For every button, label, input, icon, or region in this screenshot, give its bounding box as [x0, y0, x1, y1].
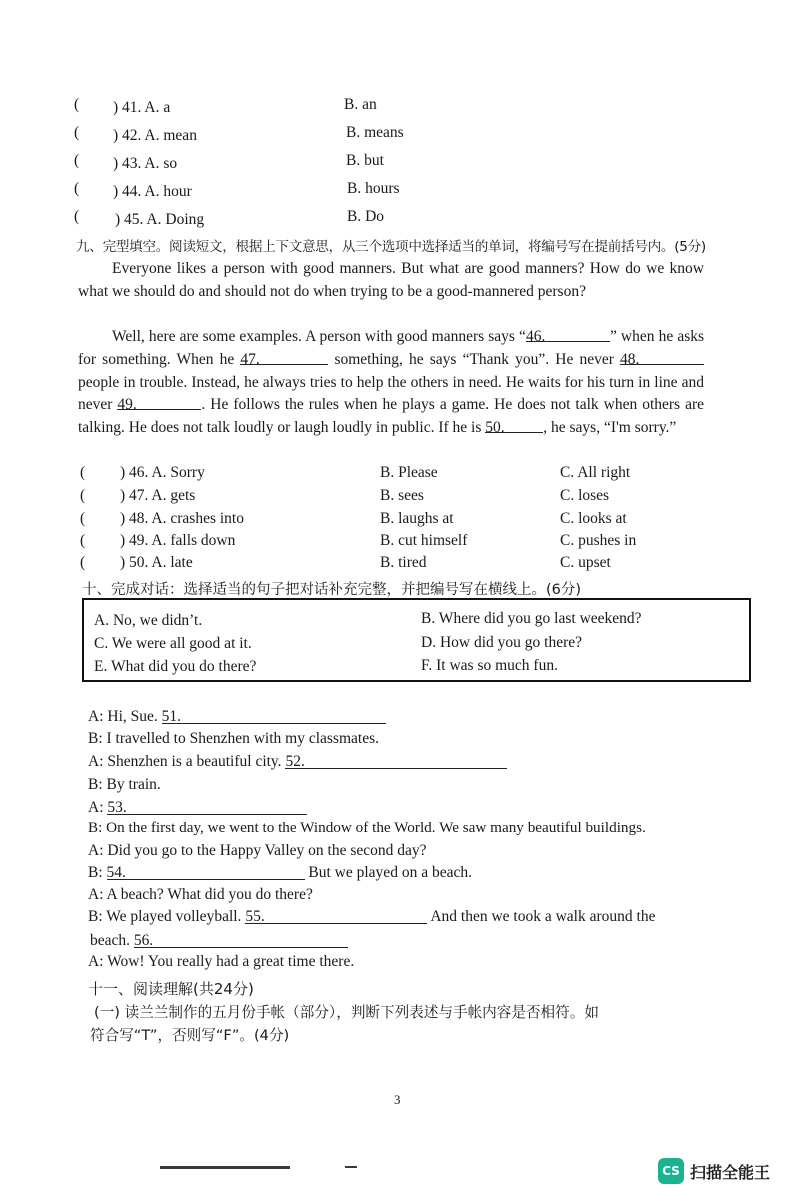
question-number: ) 47. A. gets: [120, 487, 196, 504]
blank-number: 46.: [525, 328, 546, 345]
blank-56[interactable]: [134, 932, 348, 948]
question-number: ) 46. A. Sorry: [120, 464, 205, 481]
dialogue-line: B: On the first day, we went to the Window of the World. We saw many beautiful buildings.: [88, 819, 646, 836]
option-b: B. Please: [380, 464, 438, 481]
dialogue-line: A: Did you go to the Happy Valley on the second day?: [88, 842, 427, 859]
passage-text: Well, here are some examples. A person with good manners says “: [112, 328, 526, 345]
option-c: C. We were all good at it.: [94, 635, 252, 652]
passage-text: . He follows the rules when he plays a game. He does not talk when others are talking. He does not talk loudly or laugh loudly in public. If he is: [78, 396, 704, 437]
question-42: [0, 124, 794, 146]
question-46: [0, 464, 794, 486]
option-c: C. upset: [560, 554, 611, 571]
dialogue-line-55: [88, 908, 655, 926]
answer-paren[interactable]: (: [80, 554, 86, 571]
dialogue-line-52: [88, 753, 507, 771]
question-number: ) 48. A. crashes into: [120, 510, 244, 527]
passage-text: something, he says “Thank you”. He never: [328, 350, 620, 368]
option-c: C. All right: [560, 464, 631, 481]
blank-55[interactable]: [245, 908, 427, 924]
question-41: [0, 96, 794, 118]
blank-number: 50.: [485, 419, 505, 437]
passage-text: people in trouble. Instead, he always tries to help the others in need. He waits for his turn in line and never: [78, 373, 704, 414]
section-11-sub1-line2: 符合写“T”，否则写“F”。(4分): [90, 1027, 290, 1044]
blank-number: 47.: [240, 350, 260, 368]
blank-number: 51.: [161, 708, 181, 725]
scan-edge-line: [160, 1166, 290, 1169]
answer-paren[interactable]: (: [80, 487, 86, 504]
answer-paren[interactable]: (: [80, 532, 86, 549]
passage-text: ” when he asks for something. When he: [78, 328, 705, 368]
question-49: [0, 532, 794, 554]
option-b: B. an: [344, 96, 377, 113]
option-b: B. tired: [380, 554, 427, 571]
blank-number: 54.: [106, 864, 126, 881]
option-b: B. but: [346, 152, 384, 169]
dialogue-text: B: We played volleyball.: [88, 908, 246, 925]
question-number: ) 42. A. mean: [113, 127, 197, 144]
question-number: ) 41. A. a: [113, 99, 171, 116]
option-b: B. Where did you go last weekend?: [421, 610, 642, 627]
dialogue-line: A: A beach? What did you do there?: [88, 886, 313, 903]
cloze-passage-p2: [78, 326, 704, 440]
question-number: ) 49. A. falls down: [120, 532, 236, 549]
dialogue-line: B: By train.: [88, 776, 161, 793]
question-number: ) 50. A. late: [120, 554, 193, 571]
blank-48[interactable]: [620, 349, 704, 368]
option-c: C. loses: [560, 487, 610, 504]
question-number: ) 45. A. Doing: [115, 211, 205, 228]
dialogue-text: And then we took a walk around the: [427, 908, 656, 925]
option-b: B. hours: [347, 180, 400, 197]
answer-paren[interactable]: (: [74, 96, 80, 113]
dialogue-line-51: [88, 708, 386, 726]
blank-46[interactable]: [525, 326, 610, 345]
blank-number: 48.: [620, 350, 640, 368]
option-b: B. means: [346, 124, 404, 141]
option-b: B. sees: [380, 487, 424, 504]
option-b: B. cut himself: [380, 532, 468, 549]
question-43: [0, 152, 794, 174]
answer-paren[interactable]: (: [80, 510, 86, 527]
option-b: B. Do: [347, 208, 385, 225]
dialogue-text: B:: [88, 864, 107, 881]
blank-53[interactable]: [107, 799, 307, 815]
passage-text: , he says, “I'm sorry.”: [543, 419, 677, 437]
cloze-passage-p1: [78, 258, 704, 304]
section-11-sub1-line1: (一) 读兰兰制作的五月份手帐（部分），判断下列表述与手帐内容是否相符。如: [94, 1004, 599, 1021]
blank-52[interactable]: [285, 753, 507, 769]
question-50: [0, 554, 794, 576]
blank-49[interactable]: [117, 394, 201, 414]
options-box: [82, 598, 751, 682]
question-45: [0, 208, 794, 230]
dialogue-text: But we played on a beach.: [304, 864, 472, 881]
blank-number: 49.: [117, 396, 137, 414]
section-10-heading: 十、完成对话：选择适当的句子把对话补充完整，并把编号写在横线上。(6分): [82, 582, 582, 598]
question-number: ) 43. A. so: [113, 155, 178, 172]
question-48: [0, 510, 794, 532]
dialogue-line-53: [88, 799, 307, 817]
option-d: D. How did you go there?: [421, 634, 582, 651]
option-c: C. looks at: [560, 510, 627, 527]
answer-paren[interactable]: (: [80, 464, 86, 481]
dialogue-text: A: Hi, Sue.: [88, 708, 162, 725]
blank-number: 52.: [285, 753, 305, 770]
blank-number: 55.: [245, 908, 265, 925]
answer-paren[interactable]: (: [74, 152, 80, 169]
dialogue-text: A:: [88, 799, 108, 816]
passage-text: Everyone likes a person with good manners. But what are good manners? How do we know what we should do and should not do when trying to be a good-mannered person?: [78, 260, 704, 300]
option-a: A. No, we didn’t.: [94, 612, 203, 629]
answer-paren[interactable]: (: [74, 208, 80, 225]
option-b: B. laughs at: [380, 510, 454, 527]
option-f: F. It was so much fun.: [421, 657, 558, 674]
blank-number: 56.: [133, 932, 154, 949]
blank-47[interactable]: [240, 349, 328, 368]
option-e: E. What did you do there?: [94, 658, 257, 675]
dialogue-line: B: I travelled to Shenzhen with my classmates.: [88, 730, 379, 747]
dialogue-line-54: [88, 864, 472, 882]
blank-50[interactable]: [485, 417, 543, 437]
section-9-heading: 九、完型填空。阅读短文，根据上下文意思，从三个选项中选择适当的单词，将编号写在提前括号内。(5分): [76, 239, 706, 255]
scan-edge-line: [345, 1166, 357, 1168]
question-number: ) 44. A. hour: [113, 183, 192, 200]
dialogue-line-56: [90, 932, 348, 950]
answer-paren[interactable]: (: [74, 180, 80, 197]
question-47: [0, 487, 794, 509]
answer-paren[interactable]: (: [74, 124, 80, 141]
section-11-heading: 十一、阅读理解(共24分): [88, 980, 254, 998]
dialogue-text: beach.: [90, 932, 134, 949]
dialogue-line: A: Wow! You really had a great time there.: [88, 953, 355, 970]
scanner-watermark: 扫描全能王: [690, 1163, 771, 1182]
option-c: C. pushes in: [560, 532, 637, 549]
blank-54[interactable]: [107, 864, 305, 880]
question-44: [0, 180, 794, 202]
dialogue-text: A: Shenzhen is a beautiful city.: [88, 753, 286, 770]
blank-51[interactable]: [162, 708, 386, 724]
blank-number: 53.: [107, 799, 127, 816]
scanner-logo-icon: CS: [658, 1158, 684, 1184]
page-number: 3: [394, 1092, 401, 1107]
